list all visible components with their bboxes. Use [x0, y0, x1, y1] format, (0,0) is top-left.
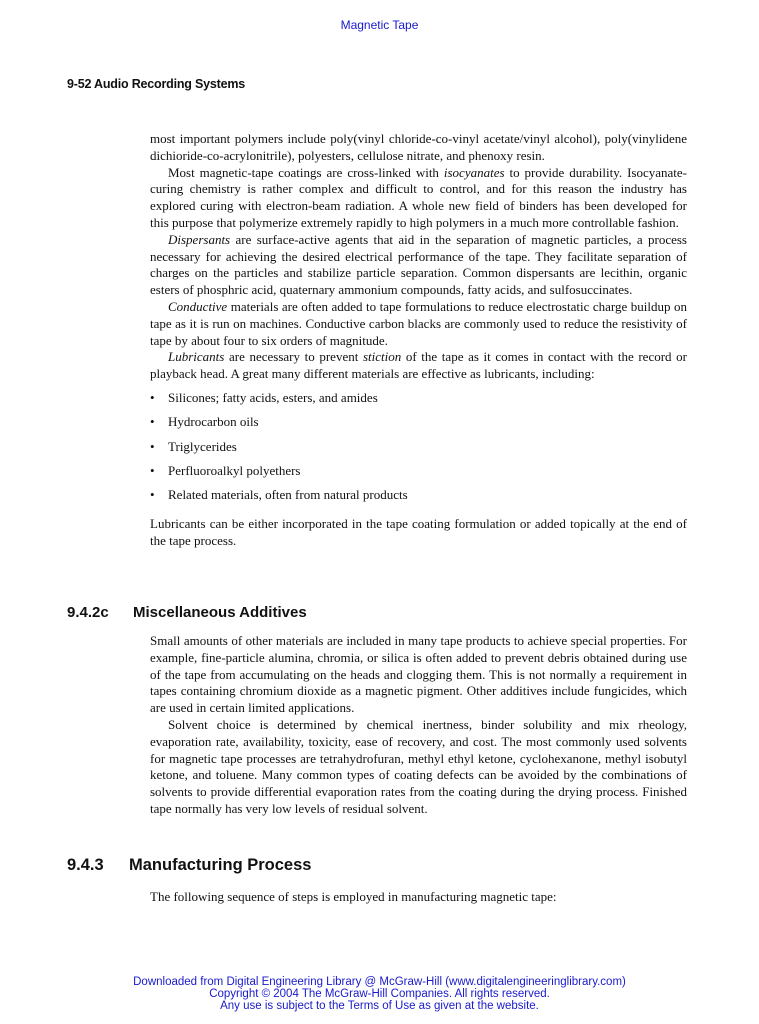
paragraph-solvent-choice: Solvent choice is determined by chemical inertness, binder solubility and mix rheology, evaporation rate, availability, toxicity, ease of recovery, and cost. The most commonly used solvents for magnetic tape processes are tetrahydrofuran, methyl ethyl ketone, cyclohexanone, methyl isobutyl ketone, and toluene. Many common types of coating defects can be avoided by the combinations of solvents to provide differential evaporation rates from the coating during the drying process. Finished tape normally has very low levels of residual solvent. [150, 716, 687, 816]
footer-copyright-line: Copyright © 2004 The McGraw-Hill Companies. All rights reserved. [209, 988, 550, 1000]
paragraph-polymers: most important polymers include poly(vinyl chloride-co-vinyl acetate/vinyl alcohol), poly(vinylidene dichioride-co-acrylonitrile), polyesters, cellulose nitrate, and phenoxy resin. [150, 131, 687, 163]
section-title: Miscellaneous Additives [133, 604, 307, 621]
paragraph-sequence-intro: The following sequence of steps is employed in manufacturing magnetic tape: [150, 889, 557, 904]
section-title: Manufacturing Process [129, 856, 312, 874]
section-number: 9.4.3 [67, 856, 104, 874]
section-heading-miscellaneous-additives [67, 604, 307, 621]
body-text-block-manufacturing [150, 889, 687, 906]
list-item: • Silicones; fatty acids, esters, and amides [150, 389, 687, 413]
paragraph-isocyanates: Most magnetic-tape coatings are cross-linked with isocyanates to provide durability. Isocyanate-curing chemistry is rather complex and difficult to control, and for this reason the industry has explored curing with electron-beam radiation. A whole new field of binders has been developed for this purpose that polymerize extremely rapidly to high polymers in a much more controllable fashion. [150, 164, 687, 230]
list-item: • Hydrocarbon oils [150, 413, 687, 437]
paragraph-lubricants: Lubricants are necessary to prevent stiction of the tape as it comes in contact with the record or playback head. A great many different materials are effective as lubricants, including: [150, 349, 687, 382]
body-text-block-additives [150, 633, 687, 818]
list-item: • Related materials, often from natural products [150, 486, 687, 510]
list-item: • Triglycerides [150, 438, 687, 462]
footer-terms-line[interactable]: Any use is subject to the Terms of Use as given at the website. [220, 1000, 539, 1012]
footer-copyright[interactable] [0, 976, 759, 1012]
body-text-block [150, 131, 687, 550]
section-heading-manufacturing-process [67, 856, 311, 875]
paragraph-dispersants: Dispersants are surface-active agents that aid in the separation of magnetic particles, a process necessary for achieving the desired electrical performance of the tape. They facilitate separation of charges on the particles and stabilize particle separation. Common dispersants are lecithin, organic esters of phosphric acid, quaternary ammonium compounds, fatty acids, and sulfosuccinates. [150, 231, 687, 298]
running-head: 9-52 Audio Recording Systems [67, 77, 246, 91]
list-item: • Perfluoroalkyl polyethers [150, 462, 687, 486]
footer-download-line[interactable]: Downloaded from Digital Engineering Library @ McGraw-Hill (www.digitalengineeringlibrary.com) [133, 976, 626, 988]
paragraph-lubricants-application: Lubricants can be either incorporated in the tape coating formulation or added topically at the end of the tape process. [150, 516, 687, 549]
paragraph-small-amounts: Small amounts of other materials are included in many tape products to achieve special properties. For example, fine-particle alumina, chromia, or silica is often added to prevent debris obtained during use of the tape from accumulating on the heads and clogging them. This is not normally a requirement in tapes containing chromium dioxide as a magnetic pigment. Other additives include fungicides, which are used in certain limited applications. [150, 633, 687, 716]
section-number: 9.4.2c [67, 604, 109, 621]
paragraph-conductive: Conductive materials are often added to tape formulations to reduce electrostatic charge buildup on tape as it is run on machines. Conductive carbon blacks are commonly used to reduce the resistivity of tape by about four to six orders of magnitude. [150, 298, 687, 348]
lubricants-list [150, 389, 687, 510]
chapter-title-link[interactable]: Magnetic Tape [340, 18, 419, 32]
